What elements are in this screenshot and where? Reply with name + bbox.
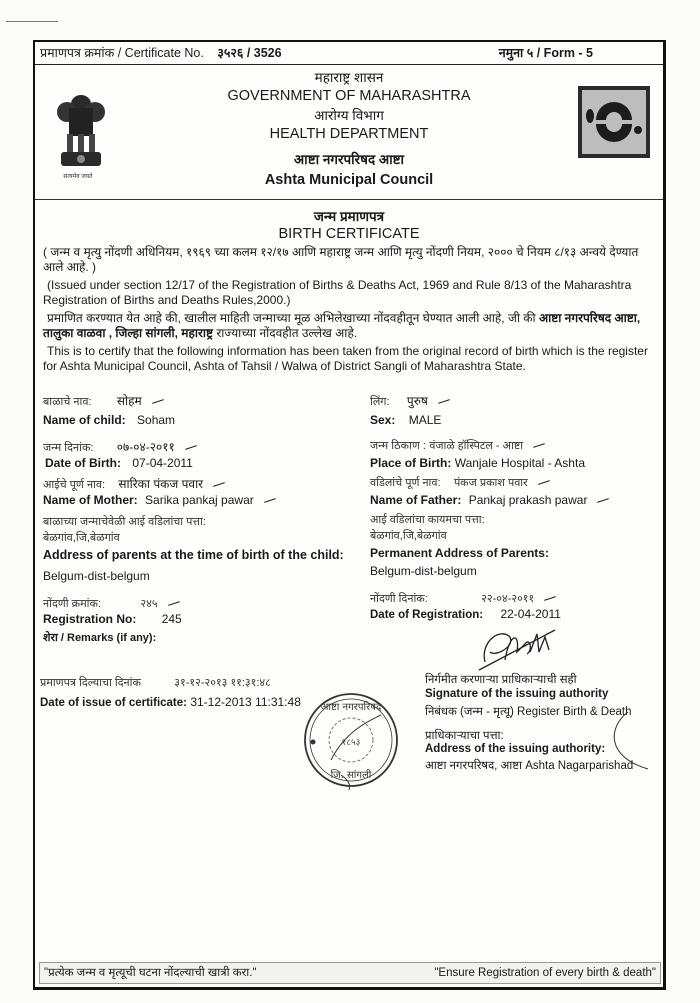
label: Permanent Address of Parents:: [370, 546, 549, 560]
label: Name of Mother:: [43, 493, 138, 507]
value: ३१-१२-२०१३ ११:३१:४८: [174, 677, 271, 689]
value: २२-०४-२०११: [481, 593, 535, 605]
authority-address-label-marathi: प्राधिकाऱ्याचा पत्ता:: [425, 730, 504, 742]
value: MALE: [408, 413, 442, 427]
mother-name: [43, 493, 276, 507]
certification-marathi-part2: राज्याच्या नोंदवहीत उल्लेख आहे.: [216, 325, 358, 340]
label: प्रमाणपत्र दिल्याचा दिनांक: [40, 677, 141, 689]
child-name-marathi: [43, 392, 164, 409]
label: Address of parents at the time of birth of the child:: [43, 548, 344, 562]
footer-slogan-marathi: "प्रत्येक जन्म व मृत्यूची घटना नोंदल्याची खात्री करा.": [44, 967, 257, 979]
health-department-logo-icon: [578, 86, 650, 158]
certificate-top-bar: [35, 42, 663, 65]
permanent-address-label: [370, 546, 549, 560]
label: बाळाच्या जन्माचेवेळी आई वडिलांचा पत्ता:: [43, 516, 206, 528]
certificate-body: [43, 207, 655, 644]
certificate-title-marathi: जन्म प्रमाणपत्र: [313, 209, 385, 224]
label: Name of Father:: [370, 493, 462, 507]
label: आई वडिलांचा कायमचा पत्ता:: [370, 514, 485, 526]
label: आईचे पूर्ण नाव:: [43, 479, 106, 491]
mother-name-marathi: [43, 475, 225, 492]
certificate-header: [35, 64, 663, 200]
signature-label: Signature of the issuing authority: [425, 688, 609, 700]
check-mark-icon: [538, 480, 550, 485]
seal-bottom-text: जि. सांगली: [330, 770, 372, 781]
seal-center-text: १८५३: [341, 738, 361, 748]
value: 07-04-2011: [132, 456, 193, 470]
permanent-address-label-marathi: [370, 512, 485, 527]
value: वंजाळे हॉस्पिटल - आष्टा: [429, 440, 524, 452]
label: बाळाचे नाव:: [43, 396, 92, 408]
registration-date: [370, 607, 561, 621]
label: Date of Birth:: [45, 456, 121, 470]
value: बेळगांव,जि,बेळगांव: [43, 532, 120, 544]
issue-date-marathi: [40, 675, 271, 690]
label: Sex:: [370, 413, 396, 427]
certificate-title: BIRTH CERTIFICATE: [278, 226, 420, 242]
label: जन्म ठिकाण :: [370, 440, 426, 452]
value: 31-12-2013 11:31:48: [190, 695, 301, 709]
permanent-address: [370, 564, 477, 578]
check-mark-icon: [264, 498, 276, 503]
department-name-marathi: आरोग्य विभाग: [314, 108, 384, 123]
certification-statement: This is to certify that the following information has been taken from the original record of birth which is the register for Ashta Municipal Council, Ashta of Tahsil / Walwa of District Sangli of Maharashtra State.: [43, 344, 648, 373]
permanent-address-marathi: [370, 528, 447, 543]
reg-date-marathi: [370, 591, 556, 606]
check-mark-icon: [598, 498, 610, 503]
label: वडिलांचे पूर्ण नाव:: [370, 477, 441, 489]
government-name: GOVERNMENT OF MAHARASHTRA: [227, 88, 471, 104]
birth-certificate-document: [33, 40, 666, 990]
check-mark-icon: [168, 601, 180, 606]
council-name: Ashta Municipal Council: [264, 172, 434, 188]
seal-top-text: आष्टा नगरपरिषद: [320, 702, 382, 713]
certificate-number: [40, 42, 282, 64]
value: 245: [161, 612, 182, 626]
department-name: HEALTH DEPARTMENT: [269, 126, 429, 142]
check-mark-icon: [544, 596, 556, 601]
certification-marathi-part1: प्रमाणित करण्यात येत आहे की, खालील माहिती जन्माच्या मूळ अभिलेखाच्या नोंदवहीतून घेण्यात आली आहे, जी की: [47, 311, 536, 325]
registrar-role: निबंधक (जन्म - मृत्यू) Register Birth & Death: [425, 706, 632, 718]
value: पुरुष: [406, 394, 428, 408]
dob-marathi: [43, 438, 197, 455]
label: Place of Birth:: [370, 456, 452, 470]
certificate-number-label: प्रमाणपत्र क्रमांक / Certificate No.: [40, 46, 204, 60]
check-mark-icon: [533, 443, 545, 448]
certification-marathi-place: आष्टा नगरपरिषद आष्टा, तालुका वाळवा , जिल्हा सांगली, महाराष्ट्र: [43, 311, 641, 340]
registration-number: [43, 612, 182, 626]
council-name-marathi: आष्टा नगरपरिषद आष्टा: [293, 152, 405, 167]
official-seal-icon: [301, 690, 401, 790]
value: 22-04-2011: [500, 607, 561, 621]
certificate-number-value: ३५२६ / 3526: [217, 46, 282, 60]
value: सोहम: [116, 394, 142, 408]
signature-label-marathi: निर्गमीत करणाऱ्या प्राधिकाऱ्याची सही: [425, 674, 577, 686]
value: पंकज प्रकाश पवार: [453, 477, 528, 489]
signature-icon: [475, 622, 565, 672]
label: Date of Registration:: [370, 609, 484, 621]
footer-slogan-bar: [39, 962, 661, 984]
sex: [370, 413, 441, 427]
label: लिंग:: [370, 396, 390, 408]
scan-artifact-line: [6, 21, 58, 22]
value: ०७-०४-२०११: [116, 440, 175, 454]
father-name: [370, 493, 609, 507]
label: नोंदणी दिनांक:: [370, 593, 428, 605]
label: Registration No:: [43, 612, 137, 626]
birth-address-label-marathi: [43, 514, 206, 529]
label: नोंदणी क्रमांक:: [43, 598, 102, 610]
authority-address: आष्टा नगरपरिषद, आष्टा Ashta Nagarparishad: [425, 760, 634, 772]
value: Sarika pankaj pawar: [145, 493, 254, 507]
remarks: [43, 630, 156, 645]
value: सारिका पंकज पवार: [118, 477, 204, 491]
value: Belgum-dist-belgum: [370, 564, 477, 578]
value: Belgum-dist-belgum: [43, 569, 150, 583]
value: Soham: [137, 413, 176, 427]
certification-marathi: [43, 311, 655, 340]
pen-stroke-icon: [588, 707, 658, 777]
check-mark-icon: [213, 482, 225, 487]
value: Pankaj prakash pawar: [468, 493, 588, 507]
value: बेळगांव,जि,बेळगांव: [370, 530, 447, 542]
sex-marathi: [370, 392, 450, 409]
birth-address: [43, 569, 150, 583]
issue-date: [40, 695, 301, 709]
label: जन्म दिनांक:: [43, 442, 94, 454]
check-mark-icon: [185, 445, 197, 450]
government-name-marathi: महाराष्ट्र शासन: [314, 70, 384, 85]
footer-slogan: "Ensure Registration of every birth & death": [434, 967, 656, 979]
ashoka-emblem-icon: [53, 84, 109, 179]
value: २४५: [140, 598, 158, 610]
legal-basis-marathi: ( जन्म व मृत्यु नोंदणी अधिनियम, १९६९ च्या कलम १२/१७ आणि महाराष्ट्र जन्म आणि मृत्यु नोंदणी नियम, २००० चे नियम ८/१३ अन्वये देण्यात आले आहे. ): [43, 245, 639, 274]
label: Name of child:: [43, 413, 126, 427]
date-of-birth: [45, 456, 193, 470]
place-marathi: [370, 438, 545, 453]
value: Wanjale Hospital - Ashta: [454, 456, 585, 470]
emblem-caption: सत्यमेव जयते: [63, 174, 93, 180]
child-name: [43, 413, 175, 427]
check-mark-icon: [152, 399, 164, 404]
authority-address-label: Address of the issuing authority:: [425, 743, 606, 755]
birth-address-marathi: [43, 530, 120, 545]
birth-address-label: [43, 548, 344, 562]
label: Date of issue of certificate:: [40, 697, 187, 709]
father-name-marathi: [370, 475, 550, 490]
place-of-birth: [370, 456, 585, 470]
label: शेरा / Remarks (if any):: [43, 632, 157, 644]
reg-no-marathi: [43, 596, 180, 611]
check-mark-icon: [438, 399, 450, 404]
legal-basis: (Issued under section 12/17 of the Registration of Births & Deaths Act, 1969 and Rule 8/13 of the Maharashtra Registration of Births and Deaths Rules,2000.): [43, 278, 632, 307]
form-number: नमुना ५ / Form - 5: [498, 46, 593, 60]
